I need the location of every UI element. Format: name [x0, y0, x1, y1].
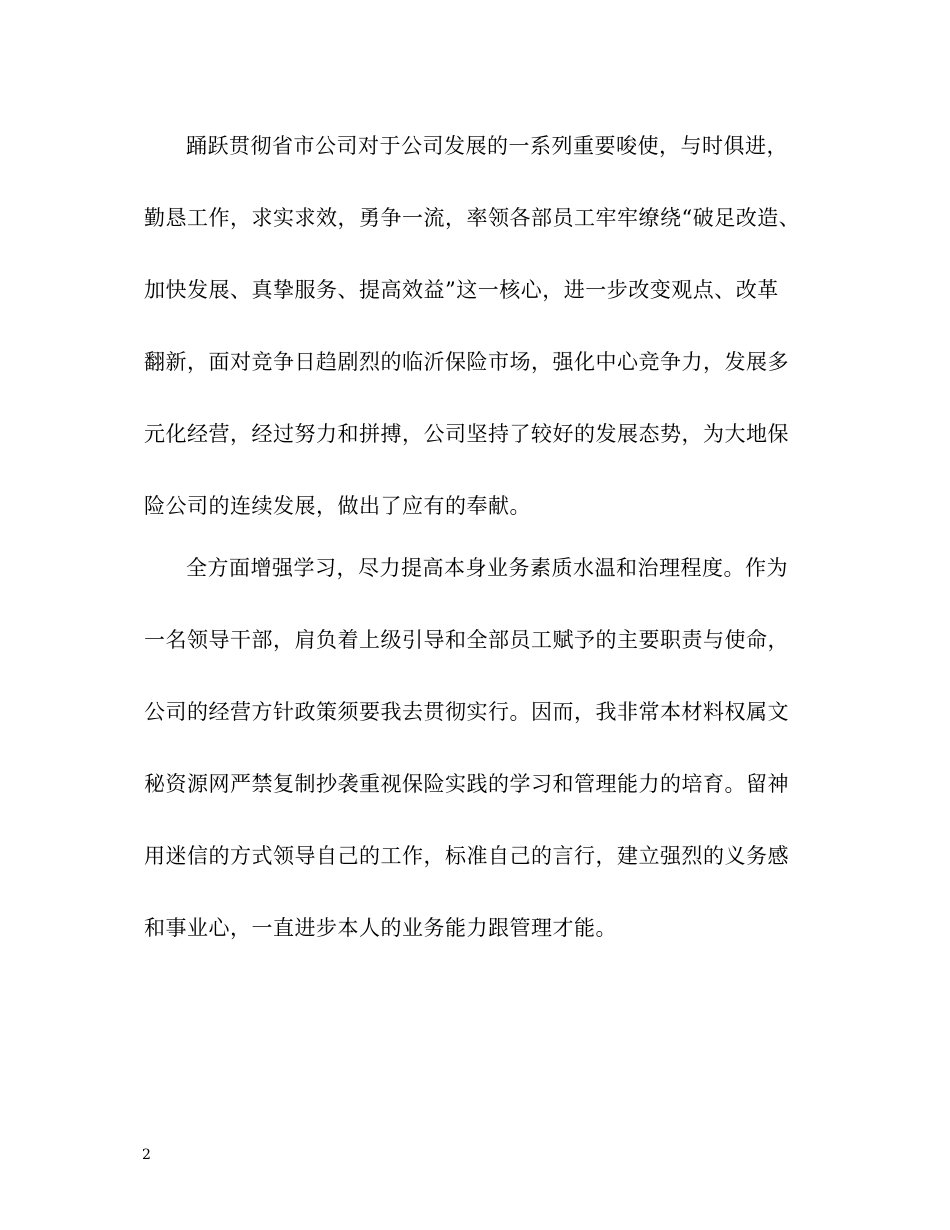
paragraph-1-line-5: 元化经营，经过努力和拼搏，公司坚持了较好的发展态势，为大地保: [144, 422, 789, 446]
page-number: 2: [142, 1147, 151, 1163]
paragraph-2-line-1: 全方面增强学习，尽力提高本身业务素质水温和治理程度。作为: [186, 556, 788, 580]
paragraph-1-line-6: 险公司的连续发展，做出了应有的奉献。: [144, 494, 531, 518]
paragraph-2-line-6: 和事业心，一直进步本人的业务能力跟管理才能。: [144, 916, 617, 940]
paragraph-2-line-5: 用迷信的方式领导自己的工作，标准自己的言行，建立强烈的义务感: [144, 844, 789, 868]
paragraph-2-line-3: 公司的经营方针政策须要我去贯彻实行。因而，我非常本材料权属文: [144, 700, 789, 724]
paragraph-2-line-4: 秘资源网严禁复制抄袭重视保险实践的学习和管理能力的培育。留神: [144, 772, 789, 796]
paragraph-1-line-1: 踊跃贯彻省市公司对于公司发展的一系列重要唆使，与时俱进，: [186, 134, 788, 158]
paragraph-2-line-2: 一名领导干部，肩负着上级引导和全部员工赋予的主要职责与使命，: [144, 628, 789, 652]
paragraph-1-line-4: 翻新，面对竞争日趋剧烈的临沂保险市场，强化中心竞争力，发展多: [144, 350, 789, 374]
paragraph-1-line-3: 加快发展、真挚服务、提高效益”这一核心，进一步改变观点、改革: [144, 278, 779, 302]
paragraph-1-line-2: 勤恳工作，求实求效，勇争一流，率领各部员工牢牢缭绕“破足改造、: [144, 206, 801, 230]
